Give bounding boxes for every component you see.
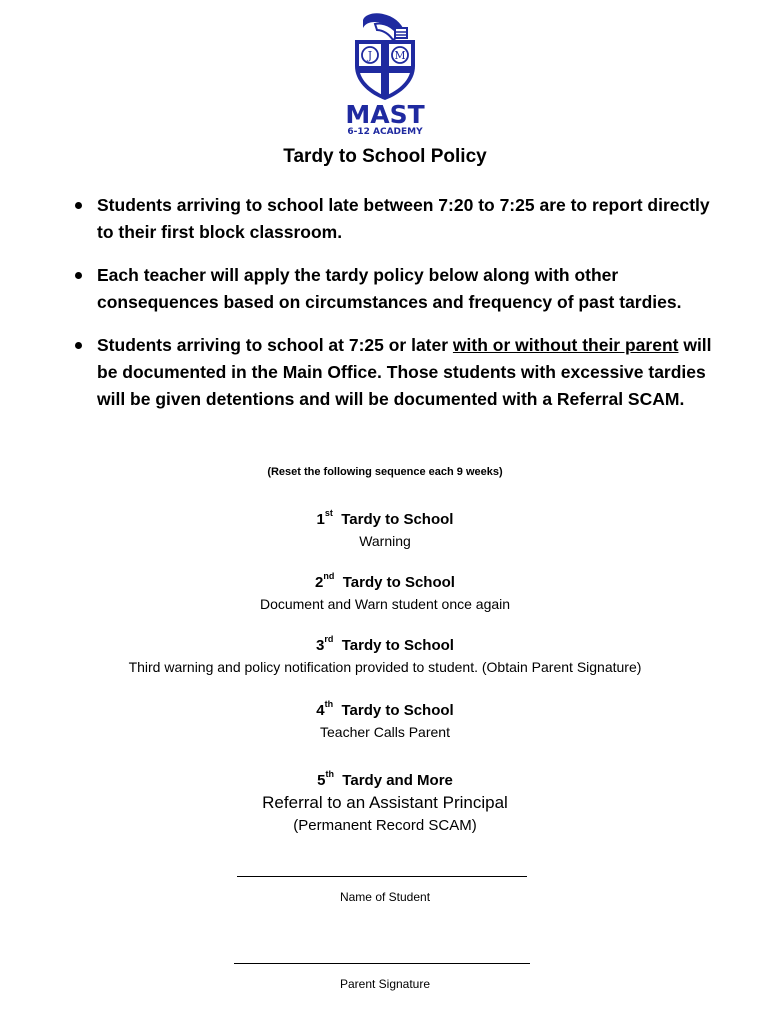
bullet-text-after: will be documented in the Main Office. Those students with excessive tardies will be given detentions and will be documented with a Referral SCAM. [97, 335, 712, 409]
step-heading [0, 701, 770, 721]
tardy-step-4 [0, 701, 770, 743]
policy-bullet [72, 192, 722, 246]
step-number: 5 [317, 772, 326, 789]
step-suffix: th [325, 769, 334, 779]
bullet-text-underlined: with or without their parent [452, 335, 679, 355]
tardy-step-1 [0, 510, 770, 552]
reset-note: (Reset the following sequence each 9 weeks) [267, 466, 503, 478]
step-suffix: st [324, 508, 333, 518]
step-suffix: rd [324, 634, 334, 644]
tardy-step-3 [0, 636, 770, 678]
knight-shield-emblem [335, 10, 435, 102]
step-suffix: nd [323, 571, 335, 581]
logo-subtitle: 6-12 ACADEMY [347, 127, 423, 137]
step-number: 2 [315, 574, 324, 591]
step-heading [0, 573, 770, 593]
student-name-label: Name of Student [339, 890, 431, 904]
parent-signature-line[interactable] [234, 963, 530, 964]
step-heading [0, 510, 770, 530]
step-number: 1 [316, 511, 325, 528]
step-description: Document and Warn student once again [259, 596, 511, 612]
policy-bullet-list [72, 192, 722, 429]
step-number: 3 [316, 637, 325, 654]
bullet-text: Each teacher will apply the tardy policy below along with other consequences based on circumstances and frequency of past tardies. [97, 265, 682, 312]
bullet-icon [75, 272, 82, 279]
step-heading [0, 771, 770, 791]
step-label: Tardy to School [341, 637, 454, 654]
step-suffix: th [324, 699, 334, 709]
step-description: Third warning and policy notification provided to student. (Obtain Parent Signature) [128, 659, 642, 675]
bullet-icon [75, 202, 82, 209]
policy-bullet [72, 332, 722, 413]
step-description: Referral to an Assistant Principal [262, 793, 508, 812]
logo-name: MAST [345, 100, 425, 129]
step-description-note: (Permanent Record SCAM) [293, 817, 477, 834]
step-label: Tardy to School [342, 574, 455, 591]
step-number: 4 [316, 702, 325, 719]
bullet-text: Students arriving to school late between 7:20 to 7:25 are to report directly to their first block classroom. [97, 195, 710, 242]
tardy-step-2 [0, 573, 770, 615]
step-label: Tardy to School [341, 511, 454, 528]
step-description: Warning [359, 533, 411, 549]
parent-signature-label: Parent Signature [339, 977, 431, 991]
step-description: Teacher Calls Parent [320, 724, 450, 740]
shield-letter-right: M [394, 49, 406, 62]
bullet-text-before: Students arriving to school at 7:25 or later [97, 335, 453, 355]
step-label: Tardy to School [341, 702, 454, 719]
step-label: Tardy and More [342, 772, 453, 789]
step-heading [0, 636, 770, 656]
school-logo [335, 10, 435, 138]
student-name-line[interactable] [237, 876, 527, 877]
shield-letter-left: J [367, 49, 373, 62]
bullet-icon [75, 342, 82, 349]
page-title: Tardy to School Policy [283, 146, 487, 167]
tardy-step-5 [0, 771, 770, 837]
policy-bullet [72, 262, 722, 316]
